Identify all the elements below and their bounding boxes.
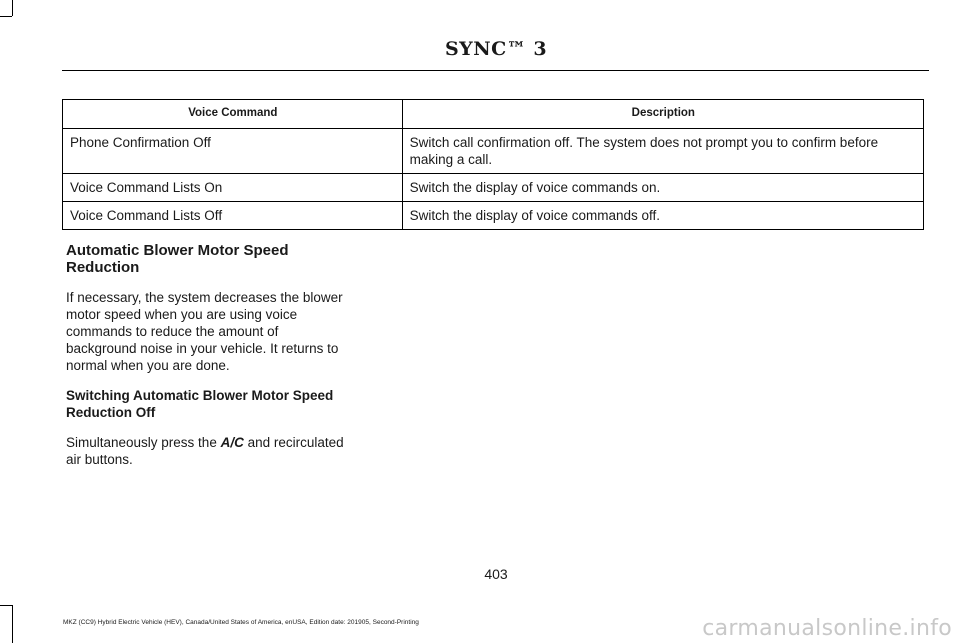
description-cell: Switch the display of voice commands on. (402, 174, 923, 202)
section-blower-motor (66, 242, 346, 481)
column-header-description: Description (402, 100, 923, 129)
crop-mark (12, 605, 13, 643)
section-heading: Automatic Blower Motor Speed Reduction (66, 242, 289, 276)
voice-command-cell: Voice Command Lists Off (63, 202, 403, 230)
column-header-voice-command: Voice Command (63, 100, 403, 129)
description-cell: Switch the display of voice commands off. (402, 202, 923, 230)
header-divider (62, 70, 929, 71)
subsection-heading: Switching Automatic Blower Motor Speed Reduction Off (66, 388, 334, 420)
crop-mark (0, 605, 12, 606)
table-header-row (63, 100, 924, 129)
instruction-suffix: and recirculated air buttons. (66, 435, 344, 467)
table-row (63, 129, 924, 174)
voice-command-cell: Voice Command Lists On (63, 174, 403, 202)
section-paragraph: If necessary, the system decreases the blower motor speed when you are using voice commands to reduce the amount of background noise in your vehicle. It returns to normal when you are done. (66, 290, 343, 373)
watermark: carmanualsonline.info (702, 616, 952, 641)
crop-mark (0, 16, 12, 17)
ac-button-label: A/C (220, 435, 244, 450)
crop-mark (12, 0, 13, 16)
table-row (63, 202, 924, 230)
instruction-paragraph (66, 434, 346, 468)
voice-command-cell: Phone Confirmation Off (63, 129, 403, 174)
page-number: 403 (484, 566, 508, 582)
description-cell: Switch call confirmation off. The system does not prompt you to confirm before making a call. (402, 129, 923, 174)
instruction-prefix: Simultaneously press the (66, 435, 221, 450)
page-header-title: SYNC™ 3 (444, 38, 548, 60)
edition-note: MKZ (CC9) Hybrid Electric Vehicle (HEV), Canada/United States of America, enUSA, Edition date: 201905, Second-Printing (63, 619, 419, 626)
voice-command-table (62, 99, 924, 230)
table-row (63, 174, 924, 202)
